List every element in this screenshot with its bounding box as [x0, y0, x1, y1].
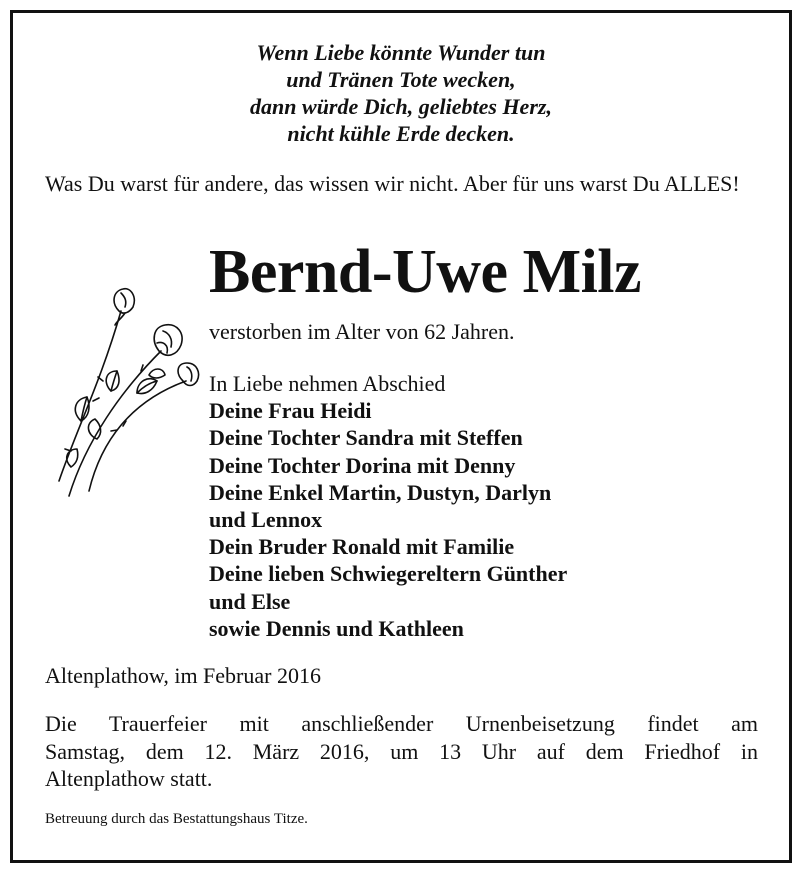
farewell-lead: In Liebe nehmen Abschied: [209, 371, 446, 396]
place-date: Altenplathow, im Februar 2016: [45, 663, 321, 688]
mourner-line: Deine Enkel Martin, Dustyn, Darlyn: [209, 479, 552, 505]
poem-line: und Tränen Tote wecken,: [286, 67, 516, 92]
mourner-line: und Lennox: [209, 507, 323, 533]
poem-line: Wenn Liebe könnte Wunder tun: [256, 40, 546, 65]
poem: [13, 39, 789, 147]
funeral-line: Altenplathow statt.: [45, 766, 213, 791]
mourner-line: Deine Frau Heidi: [209, 398, 372, 424]
mourner-line: und Else: [209, 588, 291, 614]
obituary-frame: [10, 10, 792, 863]
poem-line: dann würde Dich, geliebtes Herz,: [250, 94, 552, 119]
mourner-line: Deine Tochter Sandra mit Steffen: [209, 425, 523, 451]
funeral-line: Samstag, dem 12. März 2016, um 13 Uhr auf dem Friedhof in: [45, 738, 758, 764]
funeral-home-credit: Betreuung durch das Bestattungshaus Titze.: [45, 811, 308, 827]
mourner-line: Dein Bruder Ronald mit Familie: [209, 534, 515, 560]
funeral-line: Die Trauerfeier mit anschließender Urnenbeisetzung findet am: [45, 711, 758, 736]
age-line: verstorben im Alter von 62 Jahren.: [209, 319, 515, 344]
deceased-name: Bernd-Uwe Milz: [209, 238, 642, 306]
intro-text: Was Du warst für andere, das wissen wir nicht. Aber für uns warst Du ALLES!: [45, 171, 740, 196]
funeral-notice: [45, 710, 758, 793]
roses-icon: [41, 271, 211, 511]
poem-line: nicht kühle Erde decken.: [287, 121, 515, 146]
mourner-line: Deine Tochter Dorina mit Denny: [209, 452, 516, 478]
mourner-line: Deine lieben Schwiegereltern Günther: [209, 561, 568, 587]
mourners-list: [209, 370, 567, 642]
mourner-line: sowie Dennis und Kathleen: [209, 615, 464, 641]
